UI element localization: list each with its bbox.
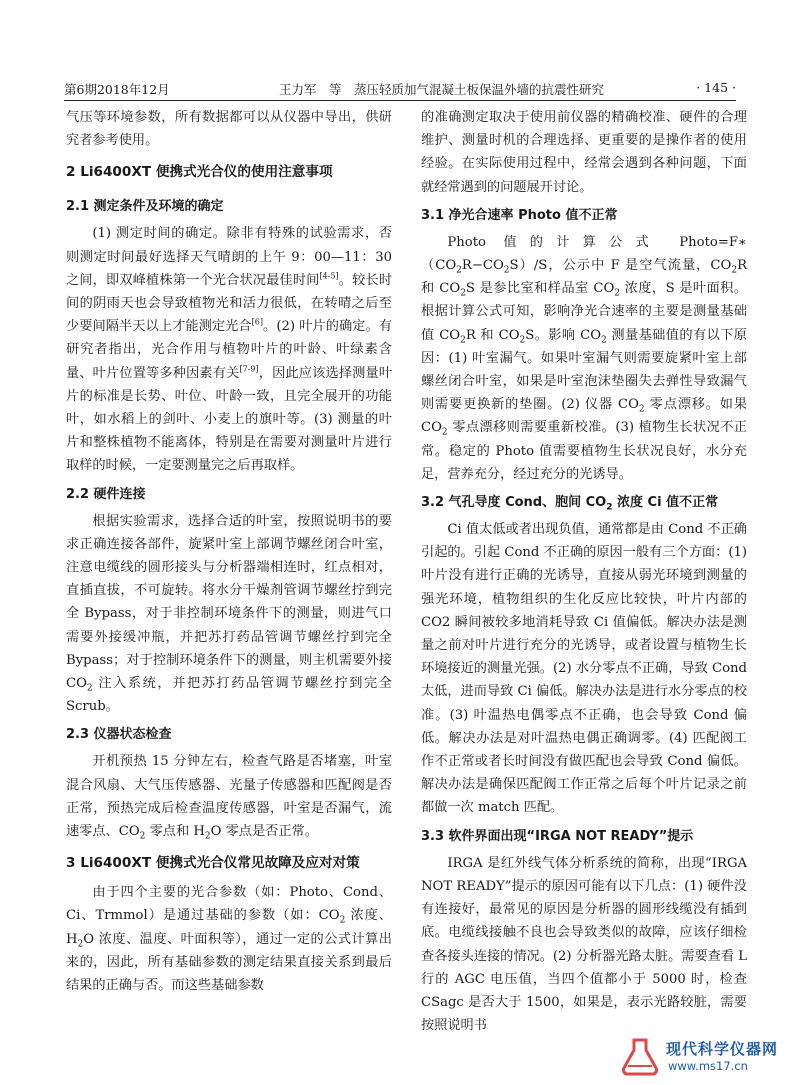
subsection-heading: 3.2 气孔导度 Cond、胞间 $CO_2$ 浓度 Ci 值不正常	[421, 495, 719, 513]
subsection-heading: 2.1 测定条件及环境的确定	[66, 199, 224, 215]
header-title: 王力军 等 蒸压轻质加气混凝土板保温外墙的抗震性研究	[279, 82, 605, 97]
paragraph: Photo 值的计算公式 $Photo=F∗(CO_2R-CO_2S)/S$，公示中 F 是空气流量，$CO_2R$ 和 $CO_2S$ 是参比室和样品室 $CO_2$ 浓度，S 是叶面积。根据计算公式可知，影响净光合速率的主要是测量基础值 $CO_2R$ 和 $CO_2S$。影响 $CO_2$ 测量基础值的有以下原因：(1) 叶室漏气。如果叶室漏气则需要旋紧叶室上部螺丝闭合叶室，如果是叶室泡沫垫圈失去弹性导致漏气则需要更换新的垫圈。(2) 仪器 $CO_2$ 零点漂移。如果 $CO_2$ 零点漂移则需要重新校准。(3) 植物生长状况不正常。稳定的 Photo 值需要植物生长状况良好，水分充足，营养充分，经过充分的光诱导。	[421, 234, 748, 482]
page-number: · 145 ·	[696, 80, 736, 95]
paragraph: 开机预热 15 分钟左右，检查气路是否堵塞，叶室混合风扇、大气压传感器、光量子传感器和匹配阀是否正常，预热完成后检查温度传感器，叶室是否漏气，流速零点、$CO_2$ 零点和 $H_2O$ 零点是否正常。	[66, 754, 392, 842]
watermark-url: www.ms17.cn	[668, 1059, 748, 1073]
paragraph: 由于四个主要的光合参数（如：Photo、Cond、Ci、Trmmol）是通过基础的参数（如：$CO_2$ 浓度、$H_2O$ 浓度、温度、叶面积等），通过一定的公式计算出来的，因此，所有基础参数的测定结果直接关系到最后结果的正确与否。而这些基础参数	[66, 885, 392, 994]
paragraph: Ci 值太低或者出现负值，通常都是由 Cond 不正确引起的。引起 Cond 不正确的原因一般有三个方面：(1) 叶片没有进行正确的光诱导，直接从弱光环境到测量的强光环境，植物组织的生化反应比较快，叶片内部的 CO2 瞬间被较多地消耗导致 Ci 值偏低。解决办法是测量之前对叶片进行充分的光诱导，或者设置与植物生长环境接近的测量光强。(2) 水分零点不正确，导致 Cond 太低，进而导致 Ci 偏低。解决办法是进行水分零点的校准。(3) 叶温热电偶零点不正确，也会导致 Cond 偏低。解决办法是对叶温热电偶正确调零。(4) 匹配阀工作不正常或者长时间没有做匹配也会导致 Cond 偏低。解决办法是确保匹配阀工作正常之后每个叶片记录之前都做一次 match 匹配。	[421, 522, 748, 816]
watermark-name: 现代科学仪器网	[666, 1040, 779, 1058]
subsection-heading: 2.2 硬件连接	[66, 486, 146, 502]
section-heading: 2 Li6400XT 便携式光合仪的使用注意事项	[66, 164, 333, 181]
citation: [4-5]	[319, 271, 339, 281]
flask-logo-icon	[618, 1036, 662, 1076]
paragraph: 根据实验需求，选择合适的叶室，按照说明书的要求正确连接各部件，旋紧叶室上部调节螺丝闭合叶室，注意电缆线的圆形接头与分析器端相连时，红点相对，直插直拔，不可旋转。将水分干燥剂管调节螺丝拧到完全 Bypass，对于非控制环境条件下的测量，则进气口需要外接缓冲瓶，并把苏打药品管调节螺丝拧到完全 Bypass；对于控制环境条件下的测量，则主机需要外接 $CO_2$ 注入系统，并把苏打药品管调节螺丝拧到完全 Scrub。	[66, 513, 392, 715]
right-column	[421, 106, 747, 1037]
subsection-heading: 2.3 仪器状态检查	[66, 727, 172, 743]
subsection-heading: 3.3 软件界面出现“IRGA NOT READY”提示	[421, 828, 694, 844]
section-heading: 3 Li6400XT 便携式光合仪常见故障及应对对策	[66, 855, 360, 872]
left-column	[66, 106, 392, 997]
paragraph: 气压等环境参数，所有数据都可以从仪器中导出，供研究者参考使用。	[66, 110, 392, 149]
subsection-heading: 3.1 净光合速率 Photo 值不正常	[421, 207, 618, 223]
running-header	[64, 78, 736, 101]
paragraph: 的准确测定取决于使用前仪器的精确校准、硬件的合理维护、测量时机的合理选择、更重要的是操作者的使用经验。在实际使用过程中，经常会遇到各种问题，下面就经常遇到的问题展开讨论。	[421, 110, 747, 195]
watermark-logo	[618, 1032, 790, 1080]
issue-info: 第6期2018年12月	[64, 82, 170, 97]
citation: [6]	[251, 317, 263, 327]
paragraph: (1) 测定时间的确定。除非有特殊的试验需求，否则测定时间最好选择天气晴朗的上午 9：00—11：30 之间，即双峰植株第一个光合状况最佳时间[4-5]。较长时间的阴雨天也会导致植物光和活力很低，在转晴之后至少要间隔半天以上才能测定光合[6]。(2) 叶片的确定。有研究者指出，光合作用与植物叶片的叶龄、叶绿素含量、叶片位置等多种因素有关[7-9]，因此应该选择测量叶片的标准是长势、叶位、叶龄一致，且完全展开的功能叶，如水稻上的剑叶、小麦上的旗叶等。(3) 测量的叶片和整株植物不能离体，特别是在需要对测量叶片进行取样的时候，一定要测量完之后再取样。	[66, 226, 393, 474]
paragraph: IRGA 是红外线气体分析系统的简称，出现“IRGA NOT READY”提示的原因可能有以下几点：(1) 硬件没有连接好，最常见的原因是分析器的圆形线缆没有插到底。电缆线接触不良也会导致类似的故障，应该仔细检查各接头连接的情况。(2) 分析器光路太脏。需要查看 L 行的 AGC 电压值，当四个值都小于 5000 时，检查 CSagc 是否大于 1500，如果是，表示光路较脏，需要按照说明书	[421, 855, 747, 1034]
citation: [7-9]	[239, 364, 259, 374]
